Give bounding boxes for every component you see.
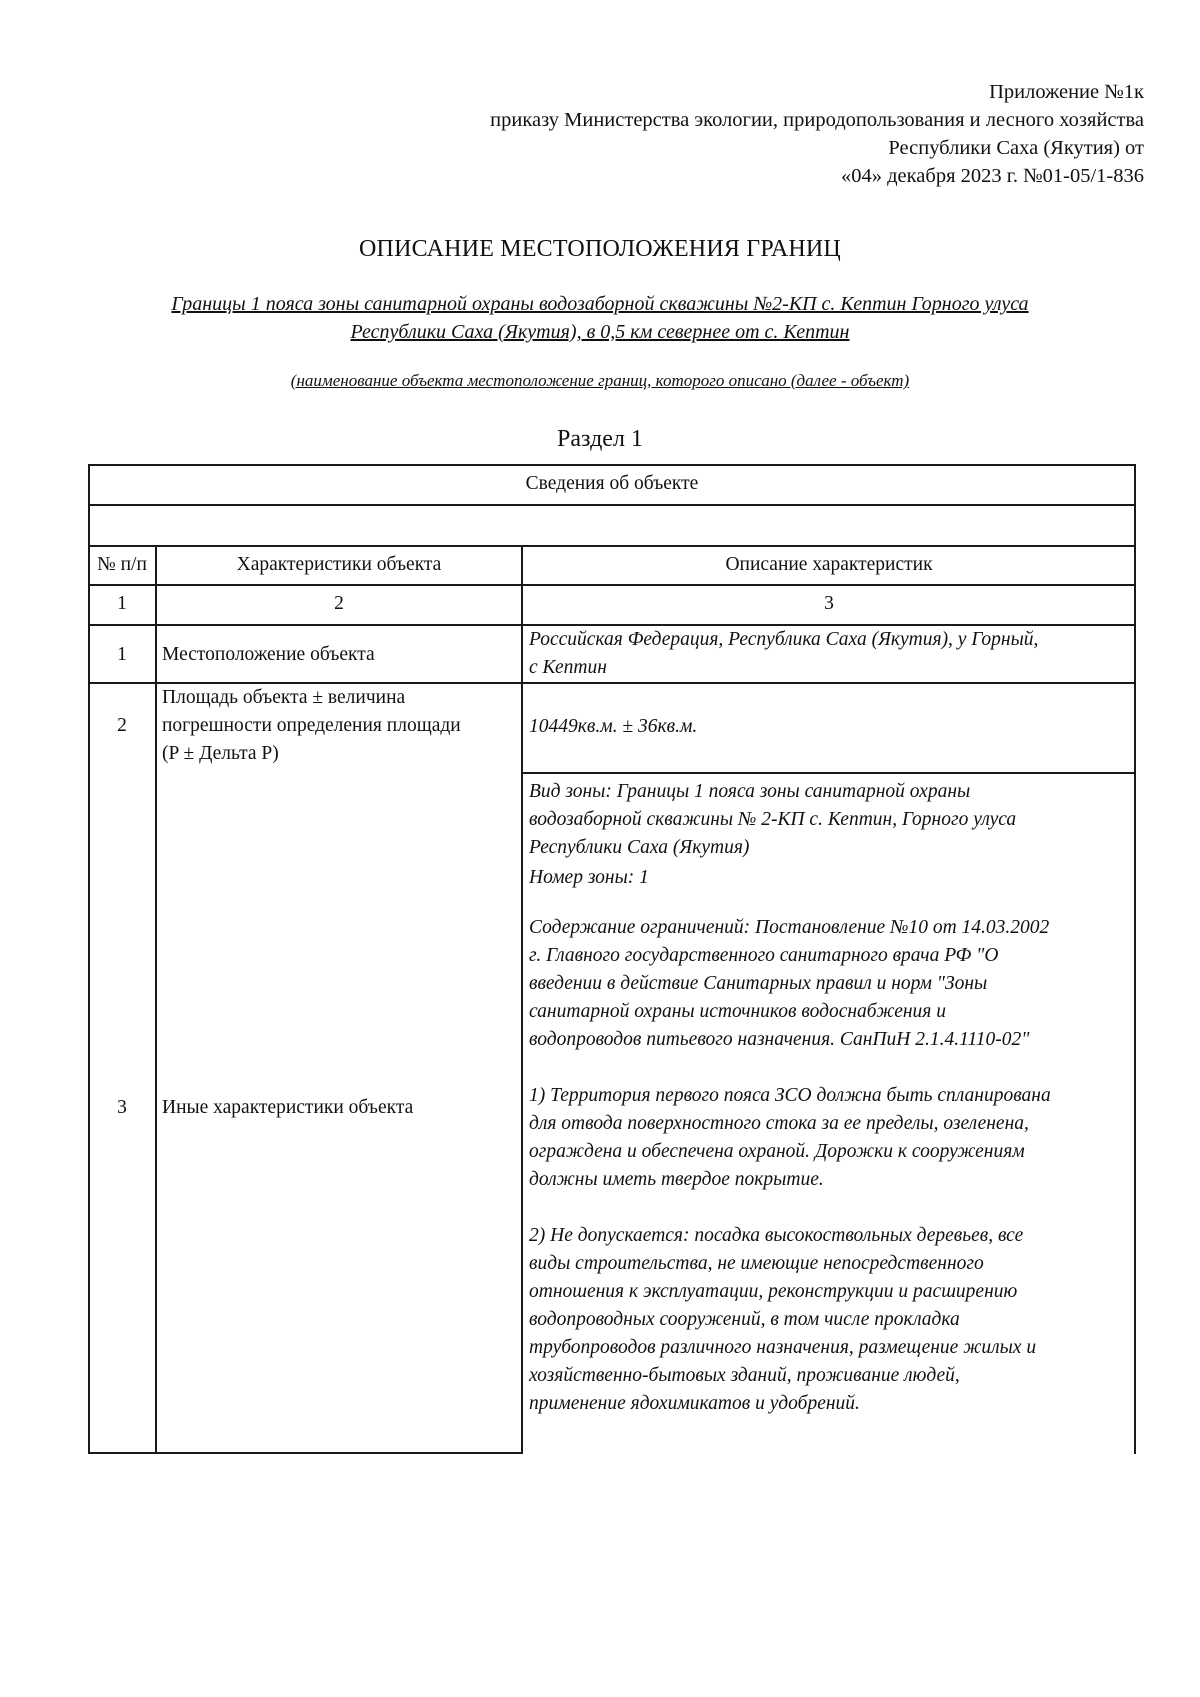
zone-type: [529, 778, 1129, 862]
item-2-line-5: трубопроводов различного назначения, размещение жилых и: [529, 1337, 1037, 1358]
restrictions-line-4: санитарной охраны источников водоснабжения и: [529, 1001, 946, 1022]
table-rule: [88, 504, 1136, 506]
item-1-line-3: ограждена и обеспечена охраной. Дорожки к сооружениям: [529, 1141, 1025, 1162]
item-2-line-3: отношения к эксплуатации, реконструкции и расширению: [529, 1281, 1018, 1302]
table-col-divider: [155, 545, 157, 1454]
row-2-description: 10449кв.м. ± 36кв.м.: [529, 716, 698, 737]
restriction-item-1: [529, 1082, 1129, 1194]
row-2-num: 2: [117, 715, 127, 736]
row-3-num: 3: [117, 1097, 127, 1118]
column-number-1: 1: [117, 593, 127, 614]
table-col-divider: [521, 545, 523, 1454]
zone-type-line-1: Вид зоны: Границы 1 пояса зоны санитарной охраны: [529, 781, 971, 802]
appendix-line-2: приказу Министерства экологии, природопользования и лесного хозяйства: [490, 109, 1144, 131]
object-info-table: [88, 464, 1136, 1454]
object-caption: (наименование объекта местоположение границ, которого описано (далее - объект): [290, 371, 910, 390]
row-2-characteristic-line-1: Площадь объекта ± величина: [162, 687, 406, 708]
item-1-line-2: для отвода поверхностного стока за ее пределы, озеленена,: [529, 1113, 1029, 1134]
item-2-line-1: 2) Не допускается: посадка высокоствольных деревьев, все: [529, 1225, 1024, 1246]
row-2-characteristic: [162, 684, 517, 768]
row-2-characteristic-line-2: погрешности определения площади: [162, 715, 461, 736]
table-caption: Сведения об объекте: [525, 473, 699, 494]
document-title: ОПИСАНИЕ МЕСТОПОЛОЖЕНИЯ ГРАНИЦ: [359, 236, 841, 262]
appendix-line-4: «04» декабря 2023 г. №01-05/1-836: [840, 165, 1144, 187]
row-3-description: [529, 778, 1129, 1418]
header-num: № п/п: [97, 554, 147, 575]
object-name-line-1: Границы 1 пояса зоны санитарной охраны водозаборной скважины №2-КП с. Кептин Горного улуса: [171, 293, 1029, 315]
restrictions-line-1: Содержание ограничений: Постановление №10 от 14.03.2002: [529, 917, 1050, 938]
item-2-line-6: хозяйственно-бытовых зданий, проживание людей,: [529, 1365, 960, 1386]
appendix-line-1: Приложение №1к: [989, 81, 1144, 103]
restriction-item-2: [529, 1222, 1129, 1418]
item-1-line-4: должны иметь твердое покрытие.: [529, 1169, 824, 1190]
row-1-num: 1: [117, 644, 127, 665]
table-border-bottom: [88, 1452, 523, 1454]
table-rule: [88, 584, 1136, 586]
row-2-characteristic-line-3: (P ± Дельта P): [162, 743, 279, 764]
zone-type-line-3: Республики Саха (Якутия): [529, 837, 750, 858]
restrictions: [529, 914, 1129, 1054]
row-1-description-line-1: Российская Федерация, Республика Саха (Якутия), у Горный,: [529, 629, 1039, 650]
header-characteristic: Характеристики объекта: [236, 554, 442, 575]
object-name-line-2: Республики Саха (Якутия), в 0,5 км севернее от с. Кептин: [350, 321, 850, 343]
appendix-line-3: Республики Саха (Якутия) от: [888, 137, 1144, 159]
row-3-characteristic: Иные характеристики объекта: [162, 1097, 414, 1118]
table-rule: [88, 545, 1136, 547]
header-description: Описание характеристик: [725, 554, 933, 575]
restrictions-line-2: г. Главного государственного санитарного врача РФ "О: [529, 945, 999, 966]
appendix-header: [244, 78, 1144, 190]
row-1-description-line-2: с Кептин: [529, 657, 607, 678]
item-2-line-7: применение ядохимикатов и удобрений.: [529, 1393, 860, 1414]
restrictions-line-5: водопроводов питьевого назначения. СанПиН 2.1.4.1110-02": [529, 1029, 1030, 1050]
item-2-line-2: виды строительства, не имеющие непосредственного: [529, 1253, 984, 1274]
zone-number: Номер зоны: 1: [529, 867, 649, 888]
row-1-characteristic: Местоположение объекта: [162, 644, 375, 665]
zone-type-line-2: водозаборной скважины № 2-КП с. Кептин, Горного улуса: [529, 809, 1017, 830]
item-1-line-1: 1) Территория первого пояса ЗСО должна быть спланирована: [529, 1085, 1051, 1106]
table-rule: [523, 772, 1136, 774]
column-number-3: 3: [824, 593, 834, 614]
section-title: Раздел 1: [557, 426, 643, 452]
object-name: [110, 290, 1090, 346]
item-2-line-4: водопроводных сооружений, в том числе прокладка: [529, 1309, 960, 1330]
restrictions-line-3: введении в действие Санитарных правил и норм "Зоны: [529, 973, 988, 994]
column-number-2: 2: [334, 593, 344, 614]
row-1-description: [529, 626, 1129, 682]
table-border-top: [88, 464, 1136, 466]
